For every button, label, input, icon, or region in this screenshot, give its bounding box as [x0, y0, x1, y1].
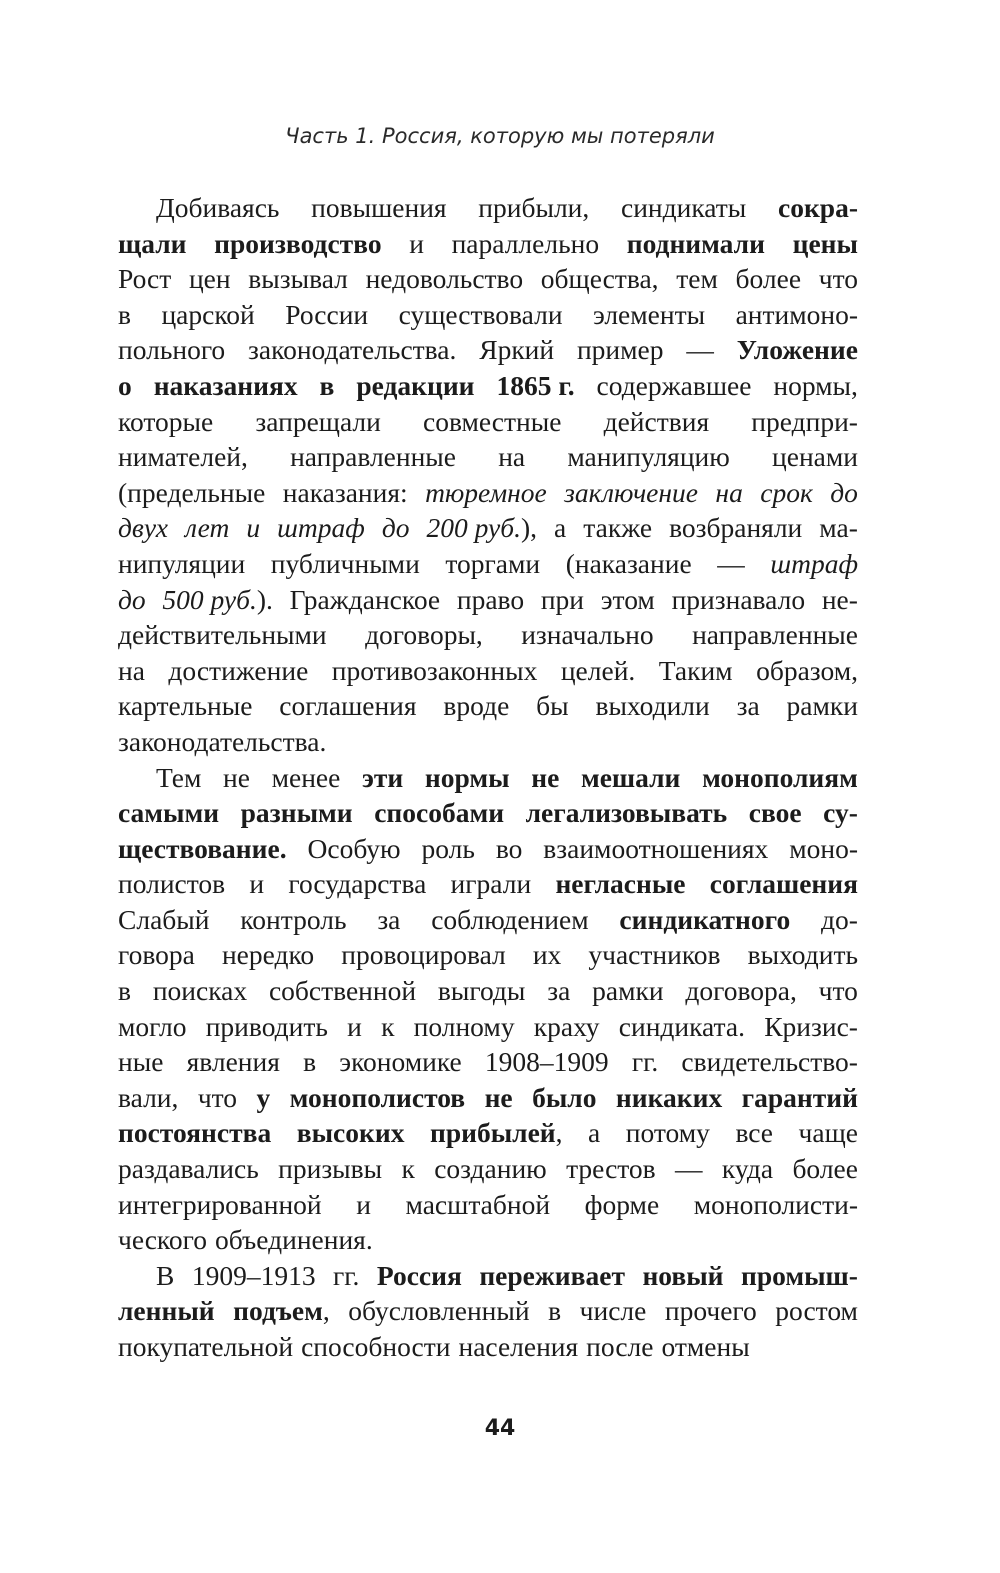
word: самыми: [118, 797, 220, 829]
word: отмены: [661, 1331, 750, 1362]
text-line: [118, 475, 858, 511]
word: за: [547, 975, 571, 1007]
word: Добиваясь: [156, 192, 280, 223]
word: целей.: [560, 654, 636, 686]
word: населения: [458, 1331, 579, 1362]
word: бы: [536, 690, 569, 722]
word: до-: [821, 903, 858, 935]
word: рамки: [592, 975, 664, 1007]
word: ные: [118, 1046, 164, 1078]
word: прибыли,: [478, 192, 590, 223]
word: более: [735, 263, 802, 295]
word: свидетельство-: [681, 1046, 858, 1078]
word: никаких: [615, 1081, 723, 1113]
word: параллельно: [451, 227, 600, 259]
word: производство: [214, 227, 382, 259]
word: су-: [823, 797, 858, 829]
word: потому: [625, 1117, 710, 1149]
word: тюремное: [425, 476, 547, 508]
word: которые: [118, 405, 214, 437]
word: и: [347, 1010, 362, 1042]
word: Тем: [156, 761, 202, 793]
text-line: [118, 546, 858, 582]
word: при: [540, 583, 585, 615]
text-line: [118, 1222, 858, 1258]
word: предпри-: [751, 405, 858, 437]
text-line: [118, 866, 858, 902]
word: синдикаты: [620, 192, 747, 223]
text-line: [118, 1115, 858, 1151]
paragraph: [118, 1258, 858, 1365]
word: договоры,: [365, 619, 483, 651]
word: экономике: [339, 1046, 462, 1078]
word: полистов: [118, 868, 226, 900]
word: рамки: [786, 690, 858, 722]
word: Гражданское: [289, 583, 441, 615]
word: достижение: [168, 654, 309, 686]
word: гг.: [631, 1046, 659, 1078]
word: прибылей,: [429, 1117, 563, 1149]
running-head: Часть 1. Россия, которую мы потеряли: [285, 124, 715, 148]
word: на: [498, 441, 526, 473]
word: 200 руб.),: [426, 512, 538, 544]
word: все: [735, 1117, 774, 1149]
word: выгоды: [437, 975, 526, 1007]
word: обусловленный: [348, 1295, 530, 1327]
word: недовольство: [365, 263, 524, 295]
word: поисках: [152, 975, 248, 1007]
word: ческого: [118, 1224, 207, 1256]
word: вызывал: [248, 263, 348, 295]
word: соблюдением: [431, 903, 589, 935]
text-line: [118, 617, 858, 653]
word: наказания:: [282, 476, 408, 508]
word: явления: [186, 1046, 280, 1078]
word: эти: [362, 761, 404, 793]
word: взаимоотношениях: [543, 832, 769, 864]
text-line: [118, 653, 858, 689]
text-line: [118, 902, 858, 938]
word: торгами: [445, 547, 541, 579]
word: к: [381, 1010, 395, 1042]
word: направленные: [290, 441, 456, 473]
word: действия: [603, 405, 710, 437]
word: ленный: [118, 1295, 215, 1327]
word: что: [197, 1081, 238, 1113]
word: вроде: [443, 690, 510, 722]
word: контроль: [240, 903, 347, 935]
word: нередко: [221, 939, 315, 971]
word: направленные: [692, 619, 858, 651]
word: а: [588, 1117, 601, 1149]
word: интегрированной: [118, 1188, 322, 1220]
word: к: [401, 1153, 415, 1185]
word: нимателей,: [118, 441, 248, 473]
word: форме: [584, 1188, 660, 1220]
word: право: [456, 583, 525, 615]
word: а: [554, 512, 567, 544]
word: 1909–1913: [191, 1259, 316, 1291]
word: Россия: [376, 1259, 462, 1291]
word: менее: [271, 761, 341, 793]
word: польного: [118, 334, 226, 366]
word: (наказание: [565, 547, 692, 579]
word: более: [792, 1153, 858, 1185]
word: соглашения: [279, 690, 417, 722]
word: на: [118, 654, 145, 686]
word: участников: [588, 939, 721, 971]
word: в: [319, 369, 335, 401]
word: полному: [413, 1010, 515, 1042]
word: действительными: [118, 619, 327, 651]
word: прочего: [664, 1295, 757, 1327]
word: переживает: [479, 1259, 625, 1291]
word: было: [532, 1081, 597, 1113]
word: в: [118, 298, 131, 330]
word: ростом: [775, 1295, 858, 1327]
word: синдиката.: [618, 1010, 745, 1042]
text-line: [118, 332, 858, 368]
word: на: [715, 476, 743, 508]
word: ценами: [772, 441, 858, 473]
word: масштабной: [405, 1188, 551, 1220]
word: образом,: [756, 654, 858, 686]
word: покупательной: [118, 1331, 294, 1362]
word: у: [256, 1081, 271, 1113]
word: собственной: [268, 975, 417, 1007]
word: сокра-: [777, 192, 858, 223]
word: раздавались: [118, 1153, 259, 1185]
word: промыш-: [740, 1259, 858, 1291]
text-line: [118, 795, 858, 831]
text-line: [118, 226, 858, 262]
body-text: [118, 190, 858, 1365]
word: царской: [161, 298, 255, 330]
word: призывы: [278, 1153, 383, 1185]
word: запрещали: [255, 405, 381, 437]
word: приводить: [205, 1010, 328, 1042]
word: существовали: [398, 298, 563, 330]
word: и: [246, 512, 261, 544]
word: не-: [821, 583, 858, 615]
word: и: [356, 1188, 371, 1220]
word: —: [686, 334, 714, 366]
word: этом: [600, 583, 655, 615]
word: созданию: [434, 1153, 547, 1185]
word: Яркий: [479, 334, 555, 366]
word: цен: [188, 263, 231, 295]
word: не: [484, 1081, 513, 1113]
word: гарантий: [741, 1081, 858, 1113]
word: совместные: [423, 405, 562, 437]
word: России: [285, 298, 369, 330]
word: новый: [642, 1259, 724, 1291]
word: признавало: [671, 583, 806, 615]
paragraph: [118, 760, 858, 1258]
word: Кризис-: [764, 1010, 858, 1042]
word: за: [377, 903, 401, 935]
word: могло: [118, 1010, 187, 1042]
word: гг.: [333, 1259, 360, 1291]
word: цены: [792, 227, 858, 259]
word: редакции: [356, 369, 475, 401]
word: играли: [450, 868, 532, 900]
text-line: [118, 688, 858, 724]
word: до: [830, 476, 858, 508]
word: объединения.: [215, 1224, 373, 1256]
word: чаще: [798, 1117, 858, 1149]
text-line: [118, 1151, 858, 1187]
word: моно-: [789, 832, 858, 864]
word: постоянства: [118, 1117, 272, 1149]
word: соглашения: [709, 868, 858, 900]
word: что: [818, 975, 858, 1007]
word: противозаконных: [331, 654, 538, 686]
word: законодательства.: [248, 334, 457, 366]
word: за: [736, 690, 760, 722]
word: штраф: [277, 512, 365, 544]
word: негласные: [555, 868, 686, 900]
word: пример: [576, 334, 664, 366]
word: возбраняли: [669, 512, 803, 544]
word: до: [381, 512, 410, 544]
text-line: [118, 1258, 858, 1294]
word: Таким: [658, 654, 733, 686]
text-line: [118, 1293, 858, 1329]
word: краху: [533, 1010, 600, 1042]
word: 500 руб.).: [162, 583, 273, 615]
word: Слабый: [118, 903, 210, 935]
word: Особую: [307, 832, 401, 864]
word: Уложение: [736, 334, 858, 366]
word: трестов: [566, 1153, 656, 1185]
word: до: [118, 583, 146, 615]
word: роль: [421, 832, 475, 864]
text-line: [118, 297, 858, 333]
text-line: [118, 439, 858, 475]
word: штраф: [770, 547, 858, 579]
text-line: [118, 582, 858, 618]
word: монополистов: [289, 1081, 466, 1113]
paragraph: [118, 190, 858, 760]
word: наказаниях: [153, 369, 298, 401]
text-line: [118, 1009, 858, 1045]
word: выходили: [595, 690, 710, 722]
text-line: [118, 760, 858, 796]
text-line: [118, 368, 858, 404]
word: также: [583, 512, 653, 544]
word: элементы: [593, 298, 706, 330]
word: способности: [301, 1331, 451, 1362]
word: щали: [118, 227, 187, 259]
word: повышения: [311, 192, 447, 223]
word: что: [818, 263, 858, 295]
word: и: [409, 227, 424, 259]
word: во: [495, 832, 523, 864]
word: числе: [579, 1295, 647, 1327]
word: выходить: [747, 939, 858, 971]
word: после: [586, 1331, 654, 1362]
word: монополисти-: [693, 1188, 858, 1220]
word: государства: [288, 868, 427, 900]
page-number: 44: [484, 1416, 516, 1441]
word: подъем,: [233, 1295, 330, 1327]
word: в: [118, 975, 131, 1007]
word: в: [548, 1295, 562, 1327]
word: куда: [721, 1153, 774, 1185]
word: легализовывать: [525, 797, 728, 829]
word: ществование.: [118, 832, 287, 864]
word: о: [118, 369, 132, 401]
word: монополиям: [702, 761, 858, 793]
word: провоцировал: [341, 939, 506, 971]
word: 1908–1909: [484, 1046, 609, 1078]
word: срок: [760, 476, 813, 508]
text-line: [118, 1329, 858, 1365]
word: ма-: [819, 512, 858, 544]
word: нипуляции: [118, 547, 246, 579]
word: антимоно-: [735, 298, 858, 330]
word: договора,: [685, 975, 797, 1007]
word: изначально: [521, 619, 654, 651]
word: заключение: [564, 476, 698, 508]
word: свое: [748, 797, 802, 829]
word: не: [531, 761, 560, 793]
text-line: [118, 404, 858, 440]
text-line: [118, 1044, 858, 1080]
text-line: [118, 261, 858, 297]
word: нормы,: [773, 369, 858, 401]
word: нормы: [424, 761, 510, 793]
word: картельные: [118, 690, 253, 722]
text-line: [118, 1080, 858, 1116]
word: Рост: [118, 263, 172, 295]
word: вали,: [118, 1081, 179, 1113]
text-line: [118, 1187, 858, 1223]
word: в: [303, 1046, 317, 1078]
word: синдикатного: [619, 903, 791, 935]
word: тем: [676, 263, 718, 295]
word: высоких: [296, 1117, 405, 1149]
word: содержавшее: [596, 369, 752, 401]
word: мешали: [580, 761, 681, 793]
text-line: [118, 973, 858, 1009]
word: не: [223, 761, 250, 793]
word: двух: [118, 512, 168, 544]
word: законодательства.: [118, 725, 327, 757]
text-line: [118, 510, 858, 546]
word: и: [249, 868, 265, 900]
word: способами: [374, 797, 505, 829]
text-line: [118, 724, 858, 760]
word: лет: [184, 512, 230, 544]
word: общества,: [540, 263, 659, 295]
word: говора: [118, 939, 195, 971]
word: —: [675, 1153, 703, 1185]
text-line: [118, 831, 858, 867]
word: 1865 г.: [496, 369, 575, 401]
text-line: [118, 937, 858, 973]
word: —: [717, 547, 745, 579]
word: манипуляцию: [567, 441, 730, 473]
word: поднимали: [626, 227, 765, 259]
word: их: [532, 939, 562, 971]
word: (предельные: [118, 476, 266, 508]
word: В: [156, 1259, 175, 1291]
word: разными: [240, 797, 353, 829]
text-line: [118, 190, 858, 226]
word: публичными: [270, 547, 420, 579]
